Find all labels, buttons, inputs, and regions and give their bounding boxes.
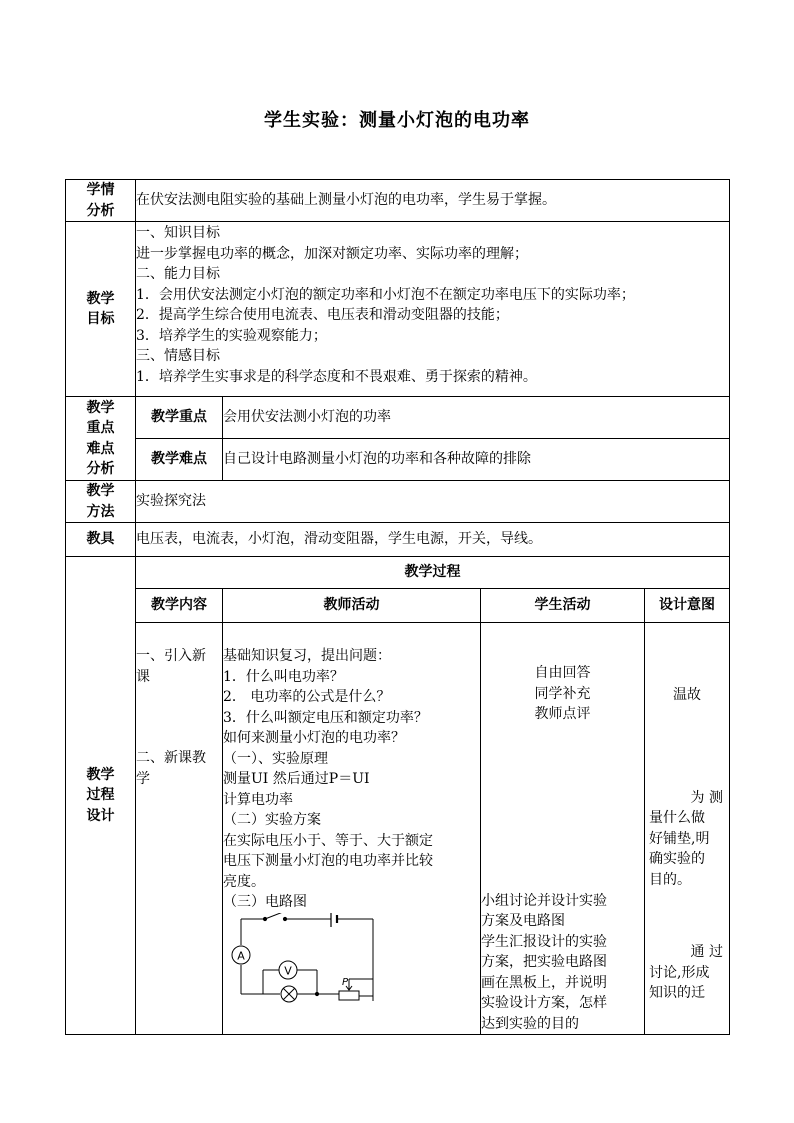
- content-new-lesson: 二、新课教 学: [136, 750, 206, 787]
- student-cell: [481, 623, 645, 1035]
- ammeter-label: A: [237, 949, 245, 962]
- column-teacher: 教师活动: [223, 589, 481, 623]
- slider-label: P: [342, 976, 349, 988]
- analysis-label: 学情 分析: [66, 180, 136, 222]
- focus-text: 会用伏安法测小灯泡的功率: [223, 397, 730, 439]
- equipment-label: 教具: [66, 523, 136, 557]
- objectives-content: 一、知识目标 进一步掌握电功率的概念，加深对额定功率、实际功率的理解； 二、能力目标 1．会用伏安法测定小灯泡的额定功率和小灯泡不在额定功率电压下的实际功率； 2．提高学生综合使用电流表、电压表和滑动变阻器的技能； 3．培养学生的实验观察能力； 三、情感目标 1．培养学生实事求是的科学态度和不畏艰难、勇于探索的精神。: [136, 222, 730, 397]
- lesson-plan-table: [65, 179, 730, 1035]
- content-intro: 一、引入新 课: [136, 648, 206, 685]
- circuit-diagram: [227, 913, 377, 1009]
- column-student: 学生活动: [481, 589, 645, 623]
- method-text: 实验探究法: [136, 481, 730, 523]
- column-content: 教学内容: [136, 589, 223, 623]
- teacher-cell: 基础知识复习，提出问题： 1．什么叫电功率？ 2． 电功率的公式是什么？ 3．什么叫额定电压和额定功率？ 如何来测量小灯泡的电功率？ （一）、实验原理 测量UI 然后通过P＝UI 计算电功率 （二）实验方案 在实际电压小于、等于、大于额定 电压下测量小灯泡的电功率并比较 亮度。 （三）电路图 A V P: [223, 623, 481, 1035]
- process-label: 教学 过程 设计: [66, 557, 136, 1035]
- process-header: 教学过程: [136, 557, 730, 589]
- key-points-label: 教学 重点 难点 分析: [66, 397, 136, 481]
- equipment-text: 电压表，电流表，小灯泡，滑动变阻器，学生电源，开关，导线。: [136, 523, 730, 557]
- design-intent-purpose: 为 测 量什么做 好铺垫,明 确实验的 目的。: [649, 789, 723, 888]
- page-title: 学生实验：测量小灯泡的电功率: [264, 110, 530, 131]
- difficulty-label: 教学难点: [136, 439, 223, 481]
- student-activity-answers: 自由回答 同学补充 教师点评: [534, 665, 591, 722]
- voltmeter-label: V: [284, 964, 292, 977]
- objectives-label: 教学 目标: [66, 222, 136, 397]
- analysis-text: 在伏安法测电阻实验的基础上测量小灯泡的电功率，学生易于掌握。: [136, 180, 730, 222]
- difficulty-text: 自己设计电路测量小灯泡的功率和各种故障的排除: [223, 439, 730, 481]
- content-cell: [136, 623, 223, 1035]
- design-intent-review: 温故: [673, 687, 701, 703]
- student-activity-design: 小组讨论并设计实验 方案及电路图 学生汇报设计的实验 方案，把实验电路图 画在黑板上，并说明 实验设计方案，怎样 达到实验的目的: [481, 892, 607, 1032]
- design-intent-transfer: 通 过 讨论,形成 知识的迁: [649, 944, 723, 1001]
- focus-label: 教学重点: [136, 397, 223, 439]
- method-label: 教学 方法: [66, 481, 136, 523]
- column-design: 设计意图: [645, 589, 730, 623]
- design-cell: [645, 623, 730, 1035]
